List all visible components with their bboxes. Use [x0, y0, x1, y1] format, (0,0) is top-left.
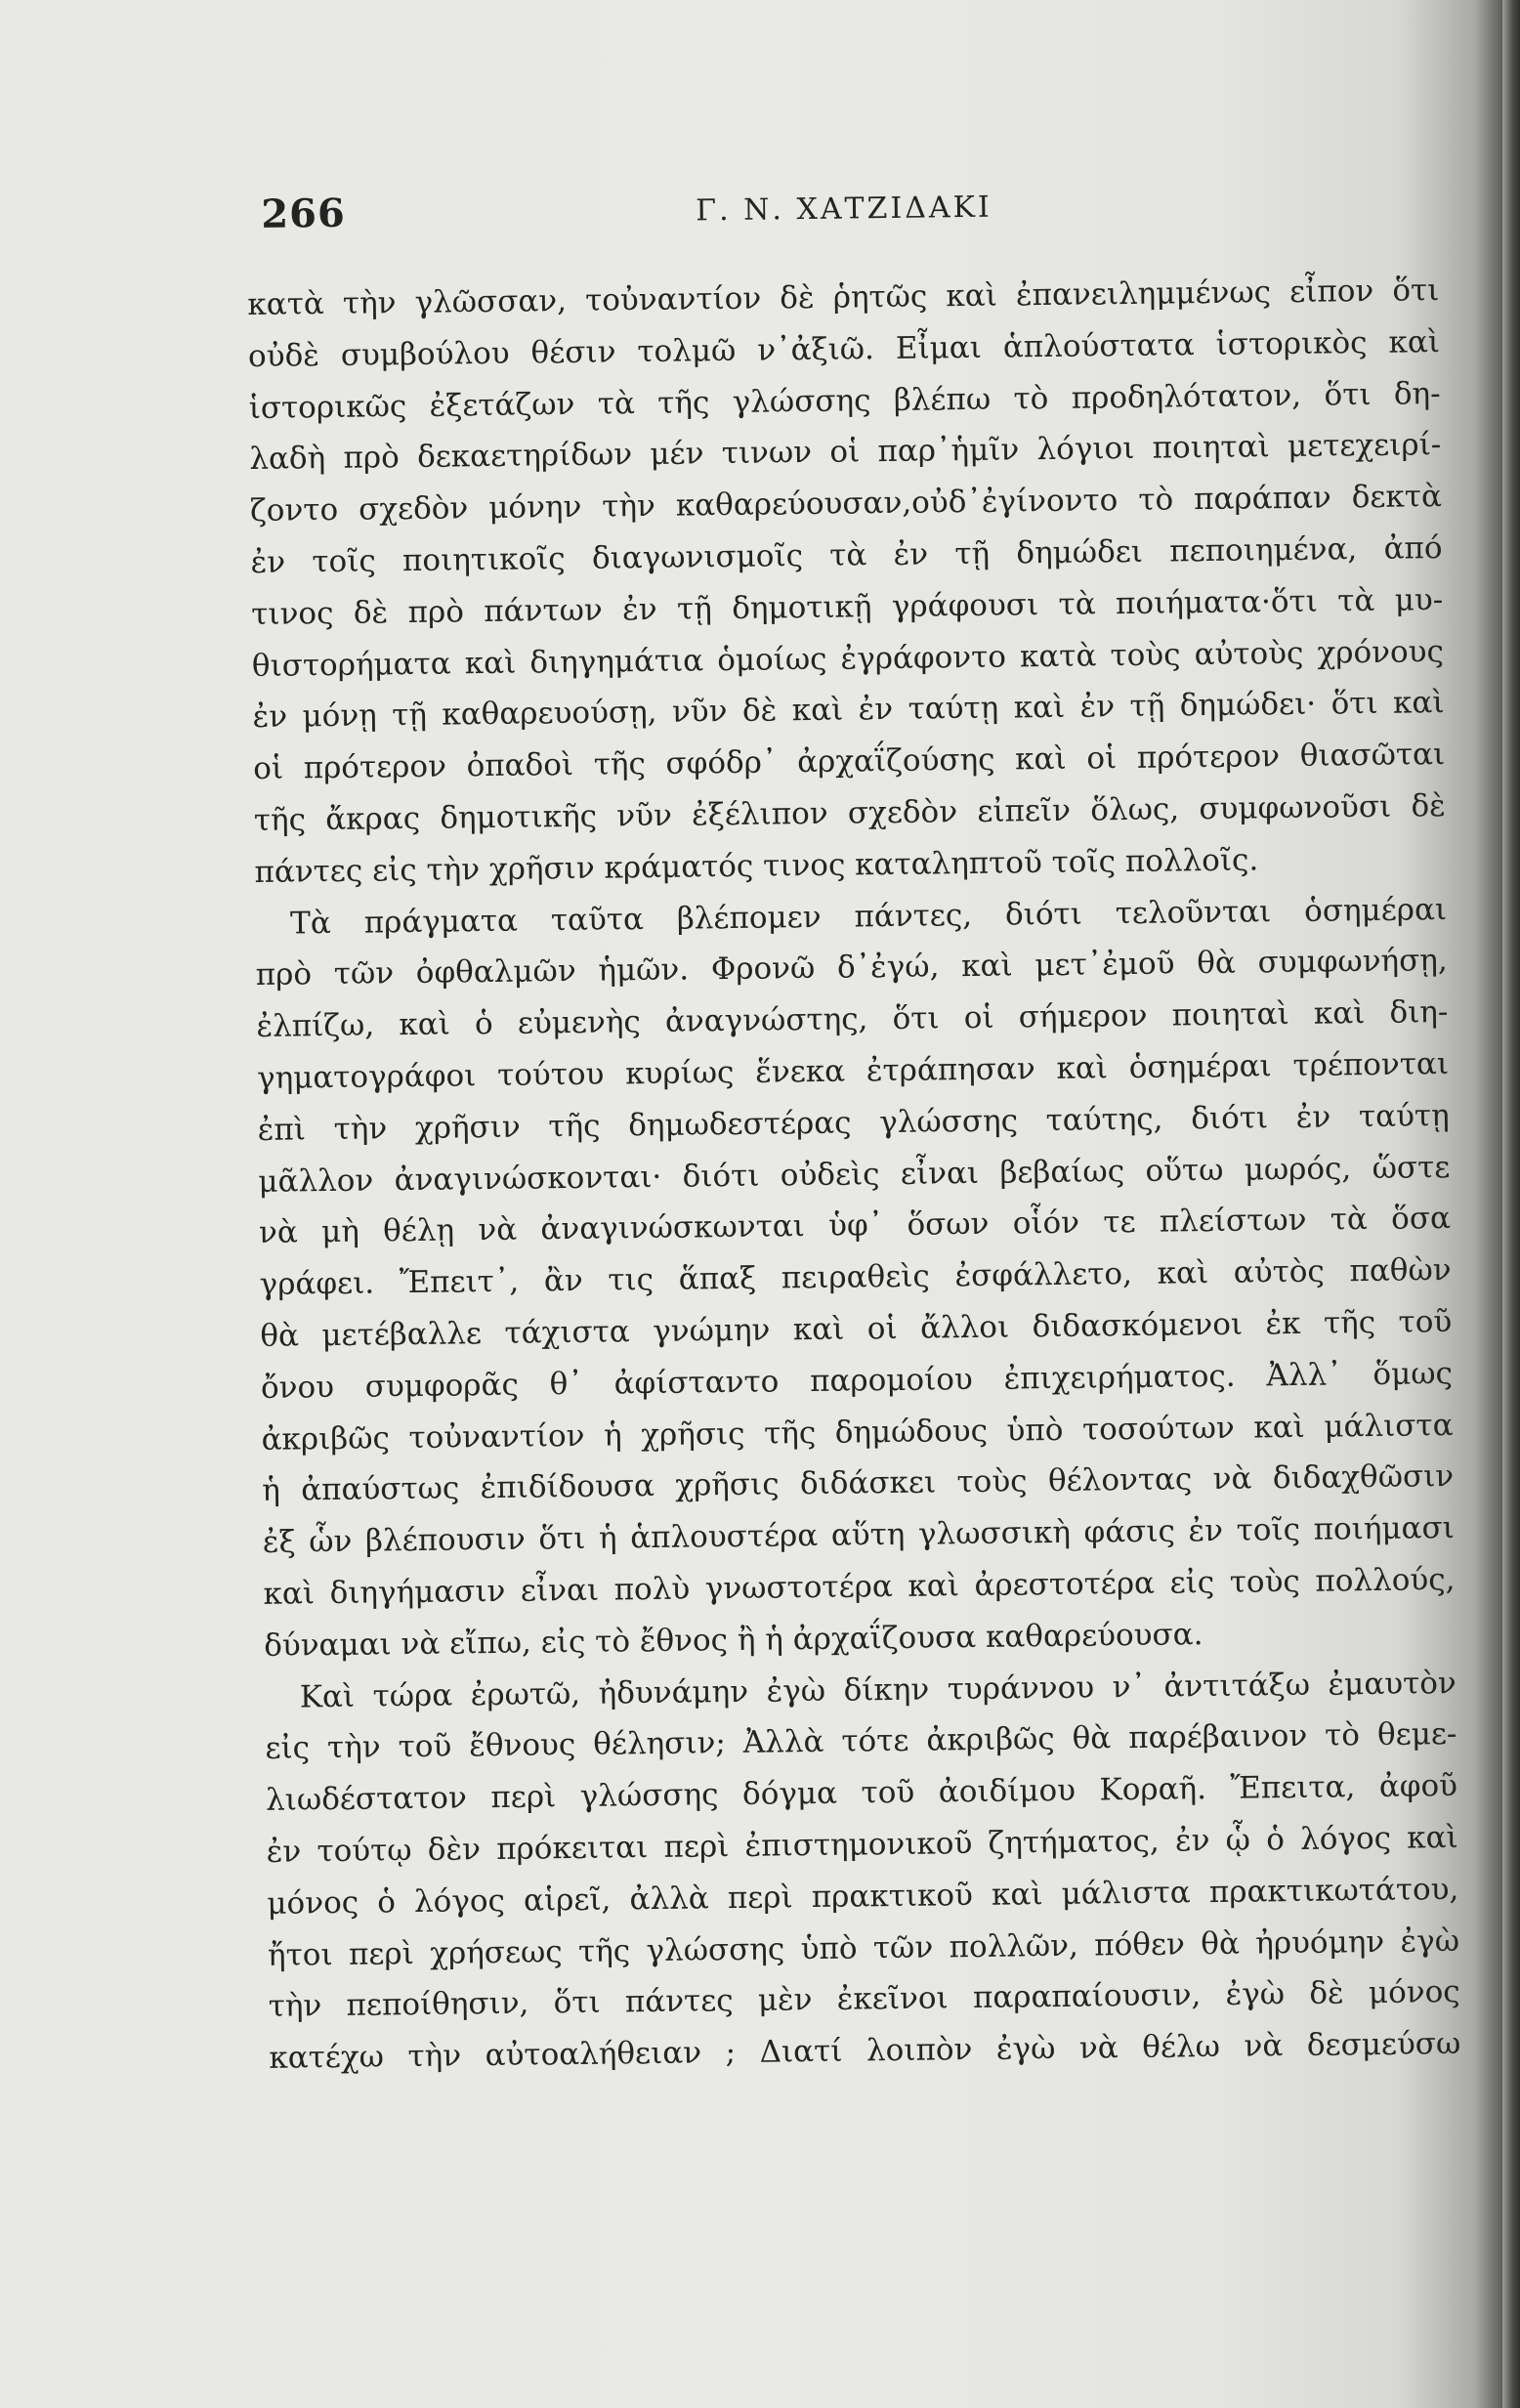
text-line: ἐν τοῖς ποιητικοῖς διαγωνισμοῖς τὰ ἐν τῇ δημώδει πεποιημένα, ἀπό [250, 530, 1443, 580]
text-line: μᾶλλον ἀναγινώσκονται· διότι οὐδεὶς εἶναι βεβαίως οὕτω μωρός, ὥστε [258, 1149, 1451, 1200]
text-line: γηματογράφοι τούτου κυρίως ἕνεκα ἐτράπησαν καὶ ὁσημέραι τρέπονται [256, 1045, 1450, 1096]
text-line: ἐν μόνῃ τῇ καθαρευούσῃ, νῦν δὲ καὶ ἐν ταύτῃ καὶ ἐν τῇ δημώδει· ὅτι καὶ [252, 685, 1445, 736]
page-number: 266 [260, 190, 347, 237]
text-line: μόνος ὁ λόγος αἱρεῖ, ἀλλὰ περὶ πρακτικοῦ καὶ μάλιστα πρακτικωτάτου, [267, 1871, 1459, 1922]
text-line: ζοντο σχεδὸν μόνην τὴν καθαρεύουσαν,οὐδ᾽ἐγίνοντο τὸ παράπαν δεκτὰ [249, 479, 1443, 529]
text-line: κατέχω τὴν αὐτοαλήθειαν ; Διατί λοιπὸν ἐγὼ νὰ θέλω νὰ δεσμεύσω [269, 2026, 1461, 2076]
text-line: θιστορήματα καὶ διηγημάτια ὁμοίως ἐγράφοντο κατὰ τοὺς αὐτοὺς χρόνους [251, 633, 1445, 684]
text-line: κατὰ τὴν γλῶσσαν, τοὐναντίον δὲ ῥητῶς καὶ ἐπανειλημμένως εἶπον ὅτι [247, 273, 1440, 322]
text-line-paragraph-end: δύναμαι νὰ εἴπω, εἰς τὸ ἔθνος ἢ ἡ ἀρχαΐζουσα καθαρεύουσα. [263, 1616, 1203, 1664]
text-line: ἐλπίζω, καὶ ὁ εὐμενὴς ἀναγνώστης, ὅτι οἱ σήμερον ποιηταὶ καὶ διη- [256, 994, 1449, 1045]
text-line: πρὸ τῶν ὀφθαλμῶν ἡμῶν. Φρονῶ δ᾽ἐγώ, καὶ μετ᾽ἐμοῦ θὰ συμφωνήσῃ, [255, 943, 1448, 993]
text-line: νὰ μὴ θέλῃ νὰ ἀναγινώσκωνται ὑφ᾽ ὅσων οἷόν τε πλείστων τὰ ὅσα [258, 1201, 1452, 1251]
text-line: θὰ μετέβαλλε τάχιστα γνώμην καὶ οἱ ἄλλοι διδασκόμενοι ἐκ τῆς τοῦ [260, 1303, 1453, 1354]
text-line: τινος δὲ πρὸ πάντων ἐν τῇ δημοτικῇ γράφουσι τὰ ποιήματα·ὅτι τὰ μυ- [251, 581, 1444, 632]
running-head: Γ. Ν. ΧΑΤΖΙΔΑΚΙ [696, 190, 992, 229]
text-line: εἰς τὴν τοῦ ἔθνους θέλησιν; Ἀλλὰ τότε ἀκριβῶς θὰ παρέβαινον τὸ θεμε- [265, 1716, 1457, 1767]
text-line: ἡ ἀπαύστως ἐπιδίδουσα χρῆσις διδάσκει τοὺς θέλοντας νὰ διδαχθῶσιν [262, 1458, 1455, 1509]
text-line-paragraph-start: Τὰ πράγματα ταῦτα βλέπομεν πάντες, διότι τελοῦνται ὁσημέραι [289, 891, 1448, 942]
text-line-paragraph-end: πάντες εἰς τὴν χρῆσιν κράματός τινος καταληπτοῦ τοῖς πολλοῖς. [254, 842, 1259, 890]
page-header [246, 177, 1439, 262]
text-line: ἤτοι περὶ χρήσεως τῆς γλώσσης ὑπὸ τῶν πολλῶν, πόθεν θὰ ἠρυόμην ἐγὼ [267, 1922, 1460, 1973]
text-line: γράφει. Ἔπειτ᾽, ἂν τις ἅπαξ πειραθεὶς ἐσφάλλετο, καὶ αὐτὸς παθὼν [259, 1252, 1452, 1303]
text-line: λαδὴ πρὸ δεκαετηρίδων μέν τινων οἱ παρ᾽ἡμῖν λόγιοι ποιηταὶ μετεχειρί- [249, 427, 1442, 478]
text-line: ἐξ ὧν βλέπουσιν ὅτι ἡ ἁπλουστέρα αὕτη γλωσσικὴ φάσις ἐν τοῖς ποιήμασι [262, 1510, 1456, 1561]
text-line: τὴν πεποίθησιν, ὅτι πάντες μὲν ἐκεῖνοι παραπαίουσιν, ἐγὼ δὲ μόνος [268, 1974, 1460, 2025]
text-line: ἐν τούτῳ δὲν πρόκειται περὶ ἐπιστημονικοῦ ζητήματος, ἐν ᾧ ὁ λόγος καὶ [266, 1819, 1458, 1870]
text-line: ἱστορικῶς ἐξετάζων τὰ τῆς γλώσσης βλέπω τὸ προδηλότατον, ὅτι δη- [248, 375, 1441, 426]
text-line: τῆς ἄκρας δημοτικῆς νῦν ἐξέλιπον σχεδὸν εἰπεῖν ὅλως, συμφωνοῦσι δὲ [253, 788, 1446, 838]
text-line: οὐδὲ συμβούλου θέσιν τολμῶ ν᾽ἀξιῶ. Εἶμαι ἁπλούστατα ἱστορικὸς καὶ [247, 323, 1441, 374]
page-text-block [246, 177, 1461, 2085]
text-line-paragraph-start: Καὶ τώρα ἐρωτῶ, ἠδυνάμην ἐγὼ δίκην τυράννου ν᾽ ἀντιτάξω ἐμαυτὸν [299, 1665, 1457, 1714]
book-spine-shadow [1502, 0, 1520, 2408]
text-line: ἐπὶ τὴν χρῆσιν τῆς δημωδεστέρας γλώσσης ταύτης, διότι ἐν ταύτῃ [257, 1097, 1450, 1148]
text-line: οἱ πρότερον ὀπαδοὶ τῆς σφόδρ᾽ ἀρχαΐζούσης καὶ οἱ πρότερον θιασῶται [253, 737, 1446, 787]
text-line: καὶ διηγήμασιν εἶναι πολὺ γνωστοτέρα καὶ ἀρεστοτέρα εἰς τοὺς πολλούς, [263, 1561, 1456, 1612]
text-line: ἀκριβῶς τοὐναντίον ἡ χρῆσις τῆς δημώδους ὑπὸ τοσούτων καὶ μάλιστα [261, 1407, 1454, 1457]
text-line: λιωδέστατον περὶ γλώσσης δόγμα τοῦ ἀοιδίμου Κοραῆ. Ἔπειτα, ἀφοῦ [265, 1768, 1458, 1818]
text-line: ὄνου συμφορᾶς θ᾽ ἀφίσταντο παρομοίου ἐπιχειρήματος. Ἀλλ᾽ ὅμως [260, 1355, 1454, 1406]
